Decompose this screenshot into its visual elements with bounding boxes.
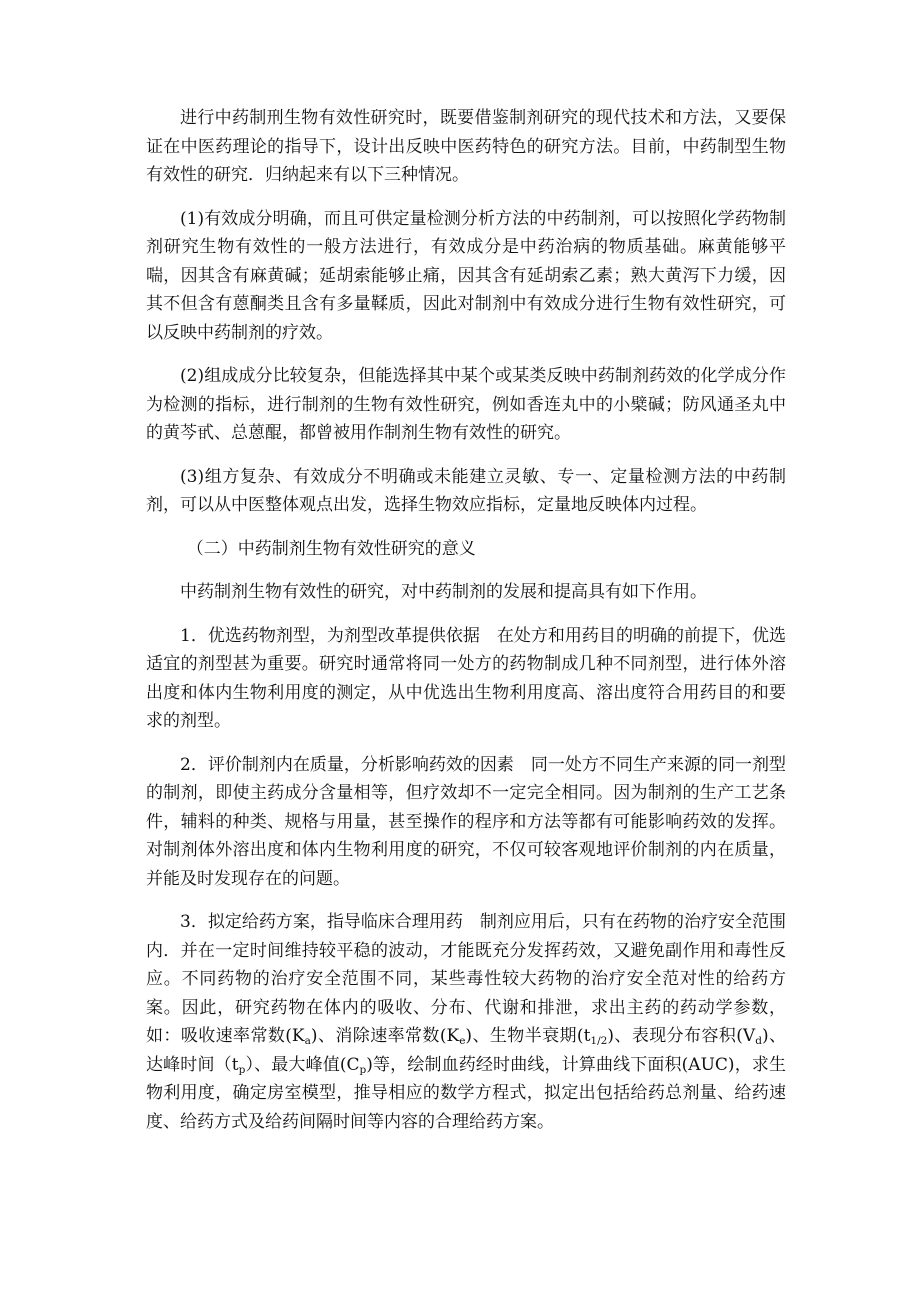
subscript: e (459, 1035, 466, 1048)
subscript: d (755, 1035, 762, 1048)
section-heading: （二）中药制剂生物有效性研究的意义 (186, 538, 476, 559)
text-run: 3．拟定给药方案，指导临床合理用药 制剂应用后，只有在药物的治疗安全范围内．并在一定时间维持较平稳的波动，才能既充分发挥药效，又避免副作用和毒性反应。不同药物的治疗安全范围不同，某些毒性较大药物的治疗安全范对性的给药方案。因此，研究药物在体内的吸收、分布、代谢和排泄，求出主药的药动学参数，如：吸收速率常数(K (146, 912, 786, 1046)
case-1-paragraph: (1)有效成分明确，而且可供定量检测分析方法的中药制剂，可以按照化学药物制剂研究生物有效性的一般方法进行，有效成分是中药治病的物质基础。麻黄能够平喘，因其含有麻黄碱；延胡索能够止痛，因其含有延胡索乙素；熟大黄泻下力缓，因其不但含有蒽酮类且含有多量鞣质，因此对制剂中有效成分进行生物有效性研究，可以反映中药制剂的疗效。 (146, 208, 786, 343)
point-1-paragraph: 1．优选药物剂型，为剂型改革提供依据 在处方和用药目的明确的前提下，优选适宜的剂型甚为重要。研究时通常将同一处方的药物制成几种不同剂型，进行体外溶出度和体内生物利用度的测定，从中优选出生物利用度高、溶出度符合用药目的和要求的剂型。 (146, 625, 786, 731)
text-run: )、达峰时间（t (146, 1026, 786, 1075)
text-run: ）、最大峰值(C (245, 1054, 360, 1075)
subscript: p (359, 1063, 367, 1076)
text-run: )、消除速率常数(K (310, 1026, 460, 1046)
text-run: )等，绘制血药经时曲线，计算曲线下面积(AUC)，求生物利用度，确定房室模型，推导相应的数学方程式，拟定出包括给药总剂量、给药速度、给药方式及给药间隔时间等内容的合理给药方案。 (146, 1054, 786, 1132)
document-page (146, 104, 786, 1136)
subscript: 1/2 (590, 1035, 608, 1048)
point-3-paragraph (146, 908, 786, 1136)
subscript: a (304, 1035, 311, 1048)
intro-paragraph: 进行中药制刑生物有效性研究时，既要借鉴制剂研究的现代技术和方法，又要保证在中医药理论的指导下，设计出反映中医药特色的研究方法。目前，中药制型生物有效性的研究．归纳起来有以下三种情况。 (146, 108, 786, 185)
point-2-paragraph: 2．评价制剂内在质量，分析影响药效的因素 同一处方不同生产来源的同一剂型的制剂，即使主药成分含量相等，但疗效却不一定完全相同。因为制剂的生产工艺条件，辅料的种类、规格与用量，甚至操作的程序和方法等都有可能影响药效的发挥。对制剂体外溶出度和体内生物利用度的研究，不仅可较客观地评价制剂的内在质量，并能及时发现存在的问题。 (146, 754, 786, 889)
text-run: )、生物半衰期(t (465, 1026, 591, 1046)
section-intro-paragraph: 中药制剂生物有效性的研究，对中药制剂的发展和提高具有如下作用。 (180, 582, 707, 602)
subscript: p (238, 1063, 246, 1076)
case-3-paragraph: (3)组方复杂、有效成分不明确或未能建立灵敏、专一、定量检测方法的中药制剂，可以从中医整体观点出发，选择生物效应指标，定量地反映体内过程。 (146, 466, 786, 515)
case-2-paragraph: (2)组成成分比较复杂，但能选择其中某个或某类反映中药制剂药效的化学成分作为检测的指标，进行制剂的生物有效性研究，例如香连丸中的小檗碱；防风通圣丸中的黄芩甙、总蒽醌，都曾被用作制剂生物有效性的研究。 (146, 366, 786, 443)
text-run: )、表现分布容积(V (607, 1026, 756, 1046)
